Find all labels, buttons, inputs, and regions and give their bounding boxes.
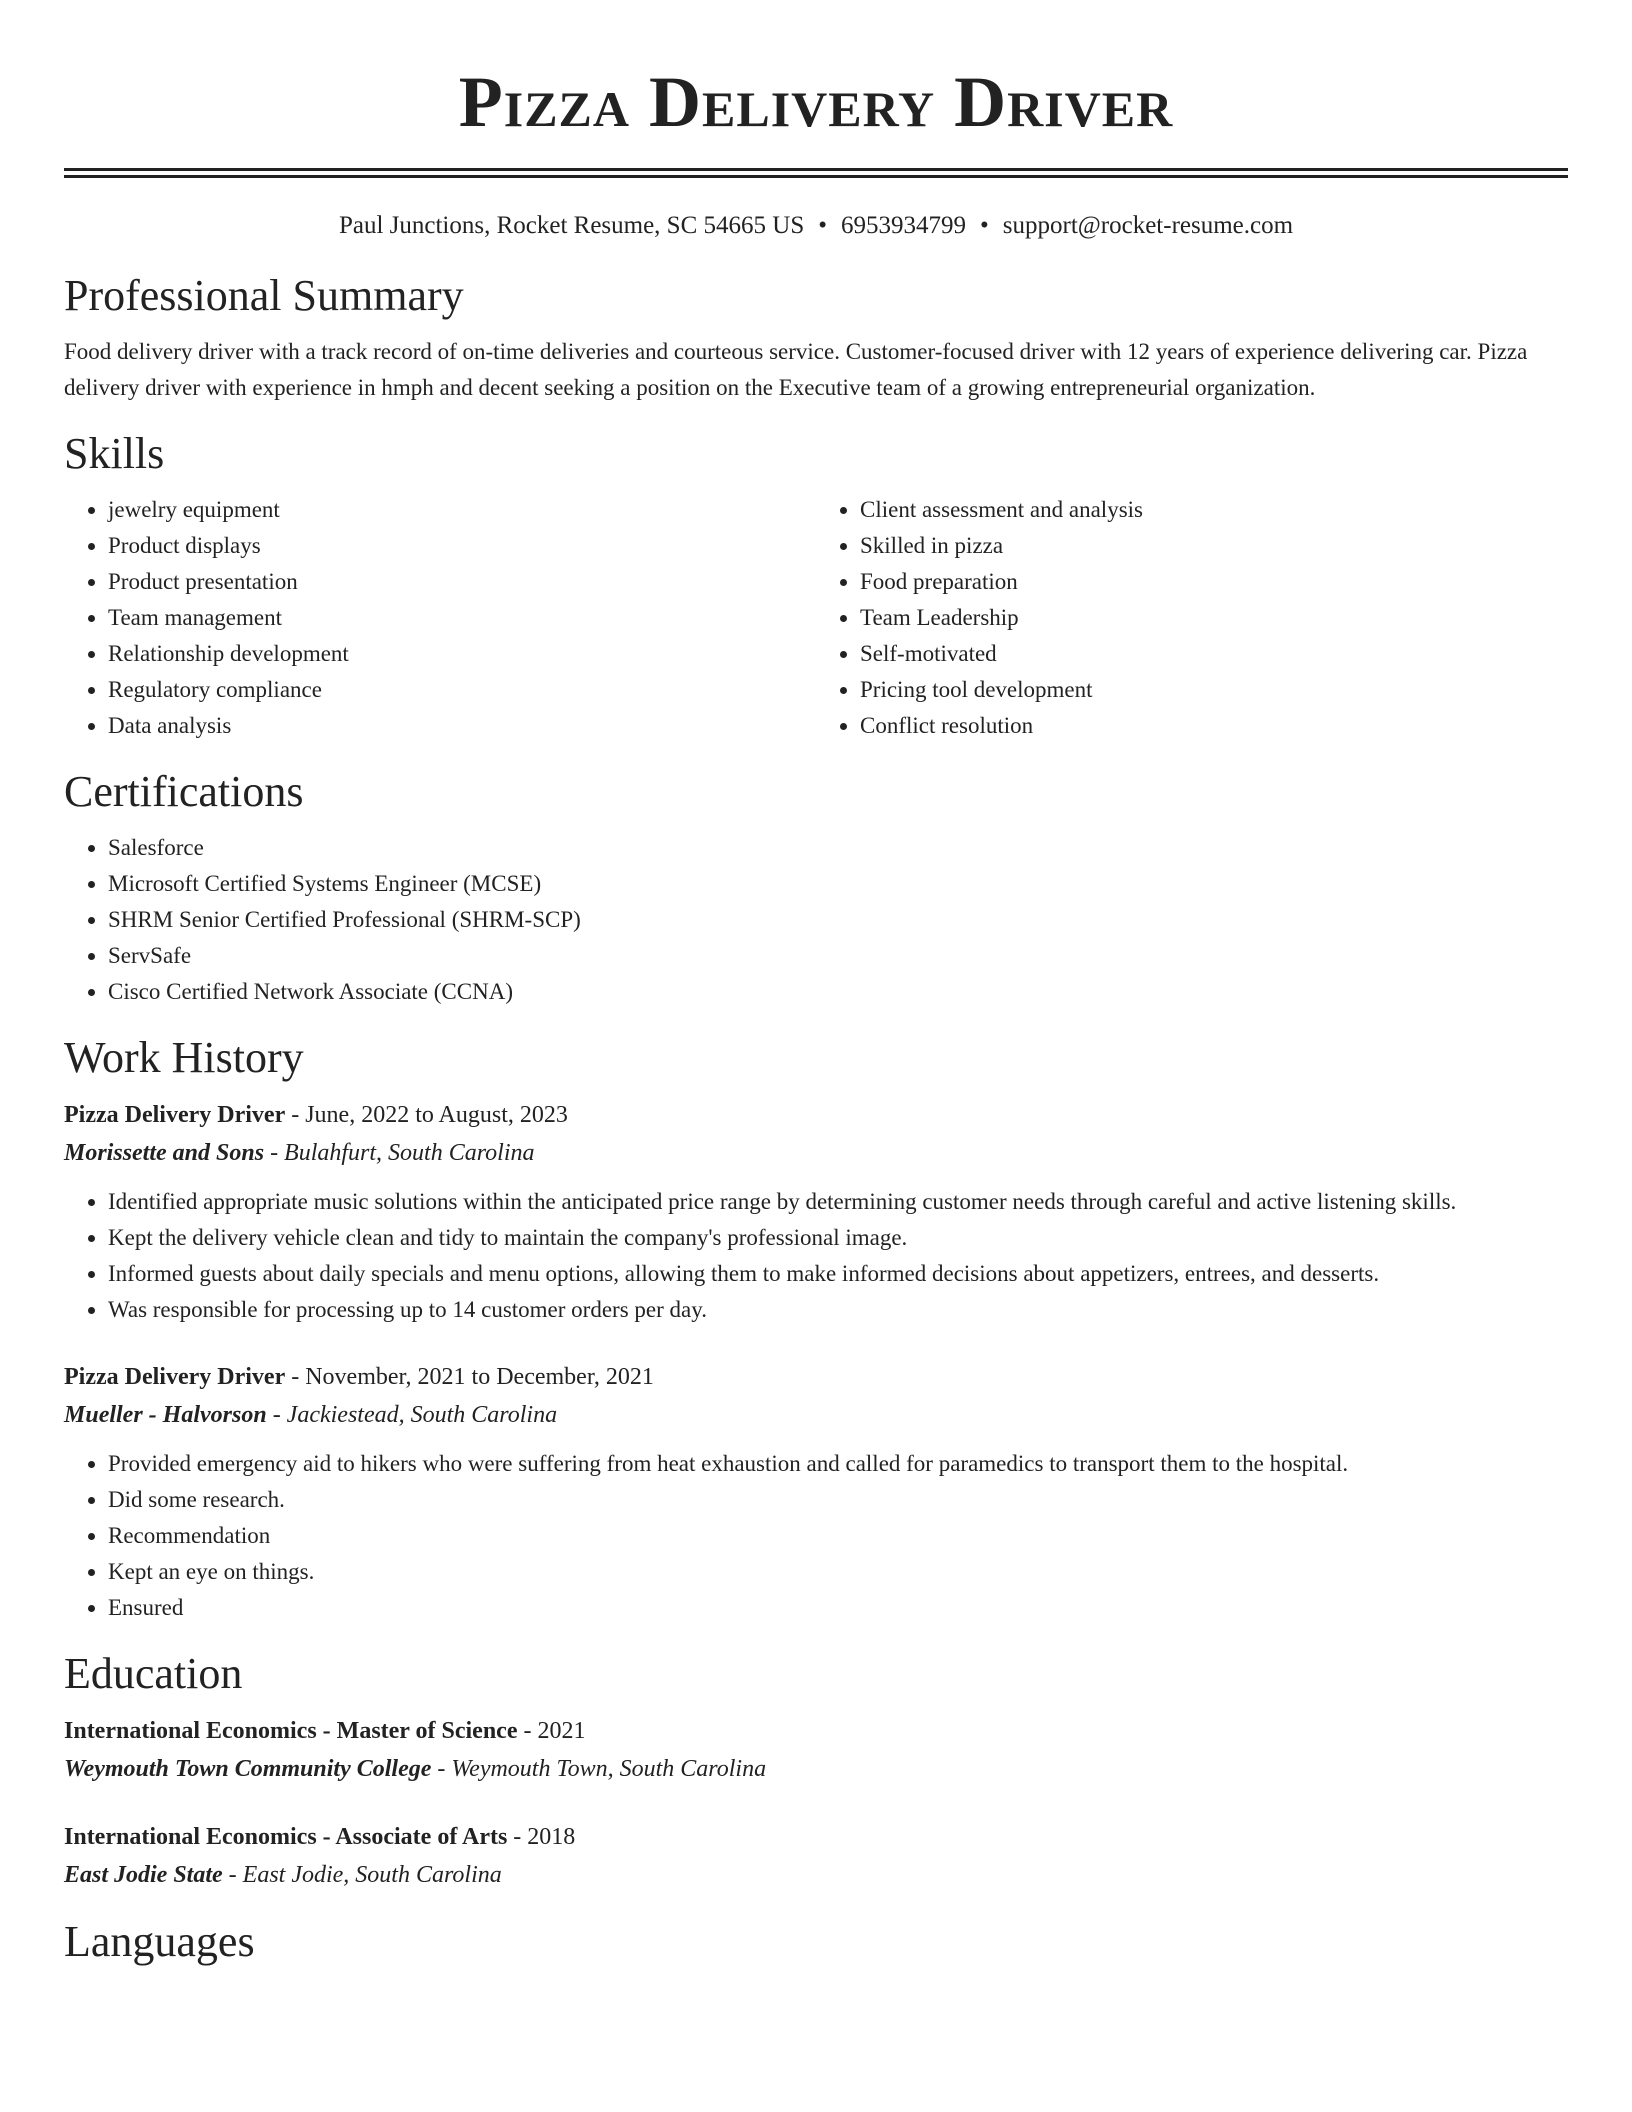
education-degree: International Economics - Associate of Arts (64, 1824, 508, 1850)
skill-item: • Team management (108, 600, 816, 636)
skill-item: • Conflict resolution (860, 708, 1568, 744)
certifications-heading: Certifications (64, 767, 304, 816)
contact-line (64, 210, 1568, 242)
job-bullet: • Ensured (108, 1590, 1568, 1626)
contact-email: support@rocket-resume.com (1002, 212, 1294, 239)
job-company: Mueller - Halvorson (64, 1402, 267, 1428)
job-entry (64, 1096, 1568, 1328)
skill-item: • Product presentation (108, 564, 816, 600)
job-bullet: • Kept an eye on things. (108, 1554, 1568, 1590)
skills-heading: Skills (64, 429, 165, 478)
education-year: - 2018 (507, 1824, 576, 1850)
skill-item: • Relationship development (108, 636, 816, 672)
skill-item: • Self-motivated (860, 636, 1568, 672)
job-entry (64, 1358, 1568, 1626)
certification-item: • ServSafe (108, 938, 1568, 974)
skill-item: • Food preparation (860, 564, 1568, 600)
job-bullets (64, 1184, 1568, 1328)
education-degree-line (64, 1818, 1568, 1856)
job-dates: - June, 2022 to August, 2023 (285, 1102, 568, 1128)
education-location: - East Jodie, South Carolina (222, 1862, 502, 1888)
skill-item: • Data analysis (108, 708, 816, 744)
resume-title: Pizza Delivery Driver (458, 62, 1174, 142)
skill-item: • jewelry equipment (108, 492, 816, 528)
skill-item: • Client assessment and analysis (860, 492, 1568, 528)
job-location: - Jackiestead, South Carolina (266, 1402, 558, 1428)
certification-item: • SHRM Senior Certified Professional (SHRM-SCP) (108, 902, 1568, 938)
skill-item: • Pricing tool development (860, 672, 1568, 708)
summary-heading: Professional Summary (64, 271, 464, 320)
skills-left-list (64, 492, 816, 744)
job-location: - Bulahfurt, South Carolina (264, 1140, 535, 1166)
education-degree: International Economics - Master of Science (64, 1718, 518, 1744)
education-degree-line (64, 1712, 1568, 1750)
job-title-line (64, 1096, 1568, 1134)
job-bullet: • Kept the delivery vehicle clean and tidy to maintain the company's professional image. (108, 1220, 1568, 1256)
education-year: - 2021 (517, 1718, 586, 1744)
skill-item: • Product displays (108, 528, 816, 564)
job-company-line (64, 1396, 1568, 1434)
skill-item: • Regulatory compliance (108, 672, 816, 708)
education-school: East Jodie State (64, 1862, 223, 1888)
title-divider (64, 168, 1568, 178)
education-entry (64, 1818, 1568, 1894)
job-title-line (64, 1358, 1568, 1396)
certification-item: • Microsoft Certified Systems Engineer (MCSE) (108, 866, 1568, 902)
skill-item: • Skilled in pizza (860, 528, 1568, 564)
education-heading: Education (64, 1649, 243, 1698)
education-location: - Weymouth Town, South Carolina (431, 1756, 767, 1782)
education-school-line (64, 1750, 1568, 1788)
job-bullet: • Identified appropriate music solutions within the anticipated price range by determining customer needs through careful and active listening skills. (108, 1184, 1568, 1220)
certification-item: • Salesforce (108, 830, 1568, 866)
contact-phone: 6953934799 (841, 212, 966, 239)
job-title: Pizza Delivery Driver (64, 1364, 286, 1390)
job-bullet: • Recommendation (108, 1518, 1568, 1554)
skills-columns (64, 492, 1568, 744)
contact-separator: • (980, 212, 989, 239)
job-dates: - November, 2021 to December, 2021 (285, 1364, 654, 1390)
job-title: Pizza Delivery Driver (64, 1102, 286, 1128)
job-bullet: • Informed guests about daily specials and menu options, allowing them to make informed decisions about appetizers, entrees, and desserts. (108, 1256, 1568, 1292)
summary-text: Food delivery driver with a track record of on-time deliveries and courteous service. Customer-focused driver with 12 years of experience delivering car. Pizza delivery driver with experience in hmph and decent seeking a position on the Executive team of a growing entrepreneurial organization. (64, 339, 1528, 400)
certification-item: • Cisco Certified Network Associate (CCNA) (108, 974, 1568, 1010)
job-company-line (64, 1134, 1568, 1172)
skill-item: • Team Leadership (860, 600, 1568, 636)
job-bullet: • Did some research. (108, 1482, 1568, 1518)
contact-separator: • (818, 212, 827, 239)
job-bullet: • Provided emergency aid to hikers who were suffering from heat exhaustion and called for paramedics to transport them to the hospital. (108, 1446, 1568, 1482)
education-entry (64, 1712, 1568, 1788)
job-company: Morissette and Sons (64, 1140, 265, 1166)
education-school: Weymouth Town Community College (64, 1756, 432, 1782)
languages-heading: Languages (64, 1917, 255, 1966)
job-bullets (64, 1446, 1568, 1626)
work-history-heading: Work History (64, 1033, 304, 1082)
job-bullet: • Was responsible for processing up to 14 customer orders per day. (108, 1292, 1568, 1328)
education-school-line (64, 1856, 1568, 1894)
certifications-list (64, 830, 1568, 1010)
contact-address: Paul Junctions, Rocket Resume, SC 54665 US (338, 212, 805, 239)
skills-right-list (816, 492, 1568, 744)
